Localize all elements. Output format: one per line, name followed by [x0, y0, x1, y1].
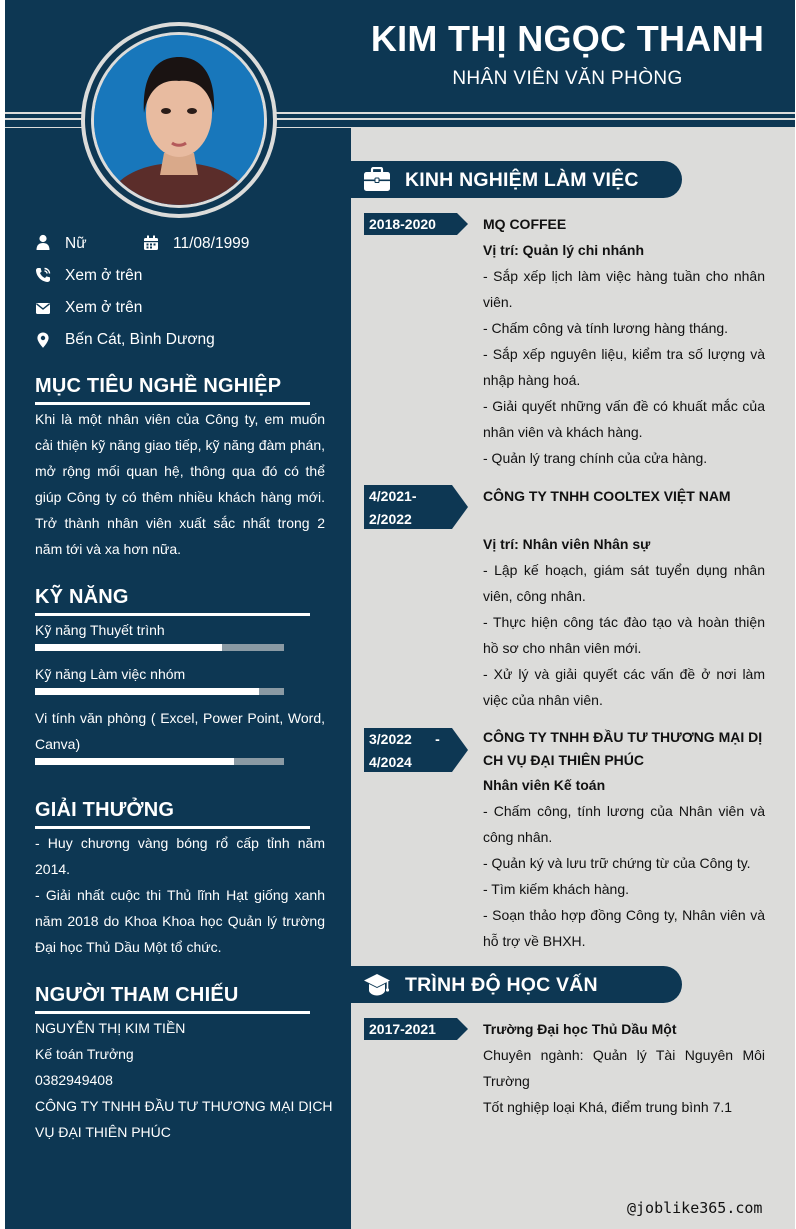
- section-underline: [35, 1011, 310, 1014]
- location-pin-icon: [35, 332, 51, 348]
- job-entry: [483, 211, 765, 471]
- skill-bar-fill: [35, 758, 234, 765]
- section-underline: [35, 613, 310, 616]
- calendar-icon: [143, 235, 159, 251]
- school-name: Trường Đại học Thủ Dầu Một: [483, 1021, 677, 1037]
- job-duty: - Chấm công và tính lương hàng tháng.: [483, 320, 729, 336]
- job-entry: [483, 483, 765, 713]
- period-text: 3/2022 - 4/2024: [369, 731, 440, 770]
- period-tag: [364, 213, 468, 235]
- birthday-value: 11/08/1999: [173, 235, 250, 252]
- awards-list: [35, 830, 325, 960]
- job-duty: - Quản ký và lưu trữ chứng từ của Công ty.: [483, 855, 751, 871]
- job-duty: - Sắp xếp lịch làm việc hàng tuần cho nhân viên.: [483, 268, 765, 310]
- education-entry: [483, 1016, 765, 1120]
- period-text: 2017-2021: [369, 1021, 436, 1037]
- objective-text: Khi là một nhân viên của Công ty, em muốn cải thiện kỹ năng giao tiếp, kỹ năng đàm phán, mở rộng mối quan hệ, thông qua đó có thể giúp Công ty có thêm nhiều khách hàng mới. Trở thành nhân viên xuất sắc nhất trong 2 năm tới và xa hơn nữa.: [35, 411, 325, 557]
- reference-company: CÔNG TY TNHH ĐẦU TƯ THƯƠNG MẠI DỊCH VỤ ĐẠI THIÊN PHÚC: [35, 1098, 333, 1140]
- job-role: Nhân viên Kế toán: [483, 777, 606, 793]
- skill-bar-fill: [35, 644, 222, 651]
- skill-bar: [35, 644, 284, 651]
- reference-phone: 0382949408: [35, 1072, 113, 1088]
- cv-page: [5, 0, 795, 1229]
- job-duty: - Lập kế hoạch, giám sát tuyển dụng nhân viên, công nhân.: [483, 562, 765, 604]
- job-role: Vị trí: Nhân viên Nhân sự: [483, 536, 651, 552]
- portrait-photo: [94, 35, 264, 205]
- experience-title: KINH NGHIỆM LÀM VIỆC: [405, 169, 639, 191]
- period-text: 2018-2020: [369, 216, 436, 232]
- period-tag: [364, 485, 468, 529]
- job-entry: [483, 726, 765, 954]
- awards-title: GIẢI THƯỞNG: [35, 799, 175, 821]
- job-role: Vị trí: Quản lý chi nhánh: [483, 242, 645, 258]
- award-item: - Huy chương vàng bóng rổ cấp tỉnh năm 2014.: [35, 835, 325, 877]
- skill-bar-fill: [35, 688, 259, 695]
- education-title: TRÌNH ĐỘ HỌC VẤN: [405, 974, 598, 996]
- reference-name: NGUYỄN THỊ KIM TIỀN: [35, 1020, 186, 1036]
- email-value: Xem ở trên: [65, 299, 143, 316]
- job-duty: - Chấm công, tính lương của Nhân viên và công nhân.: [483, 803, 765, 845]
- person-icon: [35, 234, 51, 250]
- job-duty: - Sắp xếp nguyên liệu, kiểm tra số lượng và nhập hàng hoá.: [483, 346, 765, 388]
- education-banner: [351, 966, 682, 1003]
- references-title: NGƯỜI THAM CHIẾU: [35, 984, 239, 1006]
- reference-position: Kế toán Trưởng: [35, 1046, 134, 1062]
- section-underline: [35, 826, 310, 829]
- skill-label: Kỹ năng Làm việc nhóm: [35, 666, 186, 682]
- tag-arrow: [448, 485, 468, 529]
- job-duty: - Tìm kiếm khách hàng.: [483, 881, 630, 897]
- avatar: [94, 35, 264, 205]
- briefcase-icon: [363, 167, 391, 193]
- footer-website: @joblike365.com: [627, 1199, 763, 1217]
- period-text: 4/2021- 2/2022: [369, 488, 417, 527]
- phone-icon: [35, 267, 51, 283]
- address-value: Bến Cát, Bình Dương: [65, 331, 215, 348]
- period-tag: [364, 728, 468, 772]
- job-duty: - Giải quyết những vấn đề có khuất mắc của nhân viên và khách hàng.: [483, 398, 765, 440]
- candidate-name: KIM THỊ NGỌC THANH: [370, 18, 765, 59]
- skill-bar: [35, 758, 284, 765]
- period-tag: [364, 1018, 468, 1040]
- job-duty: - Xử lý và giải quyết các vấn đề ở nơi làm việc của nhân viên.: [483, 666, 765, 708]
- job-company: MQ COFFEE: [483, 216, 567, 232]
- candidate-job-title: NHÂN VIÊN VĂN PHÒNG: [452, 68, 683, 89]
- education-result: Tốt nghiệp loại Khá, điểm trung bình 7.1: [483, 1099, 733, 1115]
- tag-arrow: [450, 1018, 468, 1040]
- skill-label: Kỹ năng Thuyết trình: [35, 622, 165, 638]
- award-item: - Giải nhất cuộc thi Thủ lĩnh Hạt giống xanh năm 2018 do Khoa Khoa học Quản lý trường Đại học Thủ Dầu Một tổ chức.: [35, 887, 325, 955]
- job-duty: - Soạn thảo hợp đồng Công ty, Nhân viên và hỗ trợ về BHXH.: [483, 907, 765, 949]
- skill-bar: [35, 688, 284, 695]
- tag-arrow: [448, 728, 468, 772]
- job-company: CÔNG TY TNHH ĐẦU TƯ THƯƠNG MẠI DỊCH VỤ ĐẠI THIÊN PHÚC: [483, 729, 763, 768]
- tag-arrow: [450, 213, 468, 235]
- graduation-cap-icon: [363, 972, 391, 998]
- phone-value: Xem ở trên: [65, 267, 143, 284]
- job-company: CÔNG TY TNHH COOLTEX VIỆT NAM: [483, 488, 731, 504]
- experience-banner: [351, 161, 682, 198]
- gender-value: Nữ: [65, 235, 87, 252]
- email-icon: [35, 300, 51, 316]
- skill-label: Vi tính văn phòng ( Excel, Power Point, Word, Canva): [35, 710, 325, 752]
- objective-title: MỤC TIÊU NGHỀ NGHIỆP: [35, 375, 282, 397]
- skills-title: KỸ NĂNG: [35, 586, 129, 608]
- job-duty: - Quản lý trang chính của cửa hàng.: [483, 450, 708, 466]
- section-underline: [35, 402, 310, 405]
- education-major: Chuyên ngành: Quản lý Tài Nguyên Môi Trường: [483, 1047, 765, 1089]
- sidebar: [5, 128, 351, 1229]
- job-duty: - Thực hiện công tác đào tạo và hoàn thiện hồ sơ cho nhân viên mới.: [483, 614, 765, 656]
